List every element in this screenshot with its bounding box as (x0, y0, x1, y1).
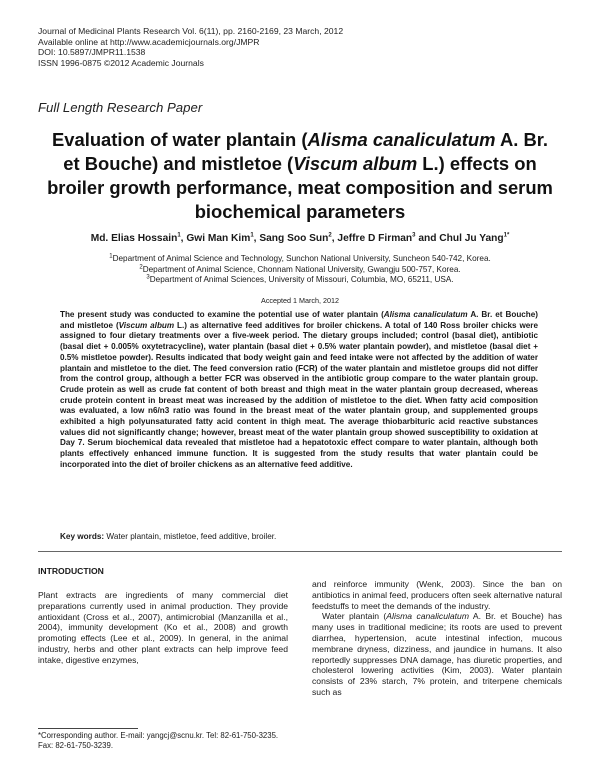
affiliation: $^3$Department of Animal Sciences, University of Missouri, Columbia, MO, 65211, USA. (146, 274, 454, 284)
section-divider (38, 551, 562, 552)
availability-line: Available online at http://www.academicjournals.org/JMPR (38, 36, 260, 47)
affiliation: $^2$Department of Animal Science, Chonnam National University, Gwangju 500-757, Korea. (139, 263, 461, 274)
title-species-2: Viscum album (293, 153, 418, 174)
title-species-1: Alisma canaliculatum (307, 129, 496, 150)
abstract-species-1: Alisma canaliculatum (383, 310, 468, 319)
keywords (60, 532, 540, 541)
title-part-1: Evaluation of water plantain ( (51, 129, 308, 150)
author: Jeffre D Firman$^3$ and (337, 232, 440, 244)
keywords-label: Key words: (60, 532, 105, 541)
corresponding-author-footnote: *Corresponding author. E-mail: yangcj@scnu.kr. Tel: 82-61-750-3235. Fax: 82-61-750-3239. (38, 731, 279, 750)
introduction-heading: INTRODUCTION (38, 566, 104, 576)
affiliations (60, 254, 540, 286)
paragraph: Plant extracts are ingredients of many commercial diet preparations currently used in animal production. They provide antioxidant (Cross et al., 2007), antimicrobial (Manzanilla et al., 2004), immunity development (Ko et al., 2008) and growth promoting effects (Lee et al., 2009). In general, in the animal industry, herbs and other plant extracts can help improve feed intake, digestive enzymes, (38, 590, 288, 665)
abstract-species-2: Viscum album (118, 320, 175, 330)
author: Chul Ju Yang$^{1*}$ (439, 232, 510, 244)
text-column-left (38, 590, 288, 666)
abstract: The present study was conducted to examine the potential use of water plantain (Alisma canaliculatum A. Br. et Bouche) and mistletoe (Viscum album L.) as alternative feed additives for broiler chickens. A total of 140 Ross broiler chicks were assigned to four dietary treatments over a five-week period. The dietary groups included; control (basal diet), antibiotic (basal diet + 0.005% oxytetracycline), water plantain (basal diet + 0.5% water plantain powder), and mistletoe (basal diet + 0.5% mistletoe powder). Results indicated that body weight gain and feed intake were not affected by the addition of water plantain and mistletoe to the diet. The feed conversion ratio (FCR) of the water plantain and mistletoe groups did not differ from the control group, although a better FCR was observed in the antibiotic group compare to the water plantain group. Crude protein as well as crude fat content of both breast and thigh meat in the water plantain group decreased, whereas crude protein content in breast meat was increased by the addition of mistletoe to the diet. When fatty acid composition was evaluated, a low n6/n3 ratio was found in the breast meat of the water plantain group, and supplemented groups exhibited a high polyunsaturated fatty acid content in thigh meat. The average thiobarbituric acid reactive substances values did not significantly change; however, breast meat of the water plantain group showed susceptibility to oxidation at Day 7. Serum biochemical data revealed that mistletoe had a hepatotoxic effect compare to water plantain, although both plants effectively enhanced immune function. It is suggested from the study results that water plantain could be incorporated into the diet of broiler chickens as an alternative feed additive. (60, 310, 538, 469)
affiliation: $^1$Department of Animal Science and Technology, Sunchon National University, Suncheon 540-742, Korea. (109, 253, 491, 263)
issn-line: ISSN 1996-0875 ©2012 Academic Journals (38, 57, 204, 68)
paragraph: Water plantain (Alisma canaliculatum A. Br. et Bouche) has many uses in traditional medicine; its roots are used to prevent diarrhea, hypertension, acute intestinal infection, mucous membrane dryness, dizziness, and jaundice in humans. It also reportedly suppresses DNA damage, has diuretic properties, and cholesterol lowering activities (Kim, 2003). Water plantain consists of 23% starch, 7% protein, and triterpene chemicals such as (312, 611, 563, 697)
footnote-divider (38, 728, 138, 729)
paper-type: Full Length Research Paper (38, 100, 203, 115)
text-column-right (312, 579, 562, 698)
journal-citation: Journal of Medicinal Plants Research Vol. 6(11), pp. 2160-2169, 23 March, 2012 (38, 26, 344, 36)
author: Md. Elias Hossain$^1$, (90, 232, 187, 244)
journal-header (38, 26, 343, 68)
author: Gwi Man Kim$^1$, (186, 232, 260, 244)
author: Sang Soo Sun$^2$, (259, 232, 338, 244)
paragraph: and reinforce immunity (Wenk, 2003). Since the ban on antibiotics in animal feed, producers often seek alternative natural feedstuffs to meet the demands of the industry. (312, 579, 562, 611)
title-part-3: L.) effects on broiler growth performance, meat composition and serum biochemical parameters (47, 153, 553, 222)
accepted-date: Accepted 1 March, 2012 (261, 296, 339, 305)
paper-title (46, 128, 554, 224)
title-part-2: A. Br. et Bouche) and mistletoe ( (63, 129, 548, 174)
author-list (38, 233, 562, 244)
keywords-text: Water plantain, mistletoe, feed additive, broiler. (104, 532, 277, 541)
doi-line: DOI: 10.5897/JMPR11.1538 (38, 47, 146, 58)
